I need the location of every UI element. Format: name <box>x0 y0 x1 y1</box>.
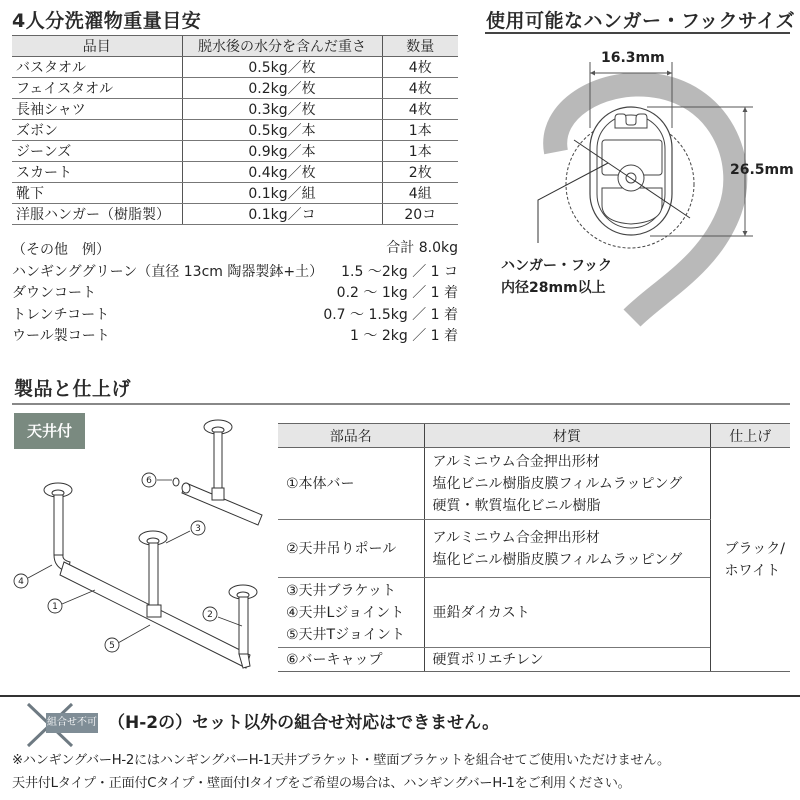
other-weight: 0.2 ～ 1kg ／ 1 着 <box>336 285 458 301</box>
material-text: アルミニウム合金押出形材 <box>432 529 600 546</box>
other-examples-heading-row <box>12 240 458 262</box>
parts-section-title: 製品と仕上げ <box>14 378 132 400</box>
item-weight: 0.4kg／枚 <box>182 162 382 183</box>
item-name: ズボン <box>12 120 182 141</box>
header-material: 材質 <box>424 424 710 448</box>
part-name-text: ④天井Lジョイント <box>286 604 405 621</box>
other-examples <box>12 240 458 348</box>
item-name: ジーンズ <box>12 141 182 162</box>
part-name <box>278 520 424 578</box>
table-row <box>12 99 458 120</box>
table-row <box>12 120 458 141</box>
parts-table <box>278 423 790 672</box>
item-qty: 4組 <box>382 183 458 204</box>
material-text: 塩化ビニル樹脂皮膜フィルムラッピング <box>432 551 683 568</box>
part-name-text: ⑥バーキャップ <box>286 651 383 668</box>
item-weight: 0.5kg／本 <box>182 120 382 141</box>
part-material <box>424 520 710 578</box>
svg-text:5: 5 <box>109 641 115 651</box>
header-weight: 脱水後の水分を含んだ重さ <box>182 36 382 57</box>
item-name: 靴下 <box>12 183 182 204</box>
part-name <box>278 578 424 648</box>
header-finish: 仕上げ <box>710 424 790 448</box>
table-row <box>12 204 458 225</box>
notice-headline: （H-2の）セット以外の組合せ対応はできません。 <box>108 713 500 733</box>
item-name: スカート <box>12 162 182 183</box>
other-item: ダウンコート <box>12 285 96 301</box>
item-weight: 0.3kg／枚 <box>182 99 382 120</box>
item-weight: 0.5kg／枚 <box>182 57 382 78</box>
item-weight: 0.1kg／組 <box>182 183 382 204</box>
other-weight: 1 ～ 2kg ／ 1 着 <box>350 328 458 344</box>
item-qty: 20コ <box>382 204 458 225</box>
height-dimension-label: 26.5mm <box>730 162 794 178</box>
item-weight: 0.2kg／枚 <box>182 78 382 99</box>
part-name-text: ②天井吊りポール <box>286 540 397 557</box>
finish-cell <box>710 448 790 672</box>
material-text: 硬質・軟質塩化ビニル樹脂 <box>432 497 601 514</box>
item-qty: 4枚 <box>382 99 458 120</box>
material-text: 塩化ビニル樹脂皮膜フィルムラッピング <box>432 475 683 492</box>
item-name: フェイスタオル <box>12 78 182 99</box>
other-item: トレンチコート <box>12 306 110 323</box>
item-weight: 0.9kg／本 <box>182 141 382 162</box>
table-row <box>278 448 790 520</box>
item-qty: 1本 <box>382 120 458 141</box>
weight-section-title: 4人分洗濯物重量目安 <box>12 10 202 32</box>
other-examples-heading: （その他 例） <box>12 242 110 258</box>
other-item: ウール製コート <box>12 328 110 344</box>
parts-table-header <box>278 424 790 448</box>
item-weight: 0.1kg／コ <box>182 204 382 225</box>
part-material <box>424 648 710 672</box>
part-material <box>424 448 710 520</box>
item-qty: 4枚 <box>382 57 458 78</box>
material-text: 硬質ポリエチレン <box>432 651 544 668</box>
incompatible-badge: 組合せ不可 <box>46 713 98 733</box>
hook-callout-line1: ハンガー・フック <box>501 258 613 274</box>
item-qty: 2枚 <box>382 162 458 183</box>
list-item <box>12 305 458 327</box>
weight-total: 合計 8.0kg <box>386 240 458 256</box>
svg-text:3: 3 <box>195 524 201 534</box>
width-dimension-label: 16.3mm <box>601 50 665 66</box>
table-row <box>12 57 458 78</box>
footer-divider <box>0 695 800 697</box>
notice-note-2: 天井付Lタイプ・正面付Cタイプ・壁面付Iタイプをご希望の場合は、ハンギングバーH-1をご利用ください。 <box>12 776 631 791</box>
item-name: 長袖シャツ <box>12 99 182 120</box>
other-weight: 1.5 ～2kg ／ 1 コ <box>341 263 458 280</box>
list-item <box>12 326 458 348</box>
hanging-bar-illustration-icon <box>0 405 280 680</box>
table-row <box>12 183 458 204</box>
part-name <box>278 448 424 520</box>
header-part-name: 部品名 <box>278 424 424 448</box>
header-item: 品目 <box>12 36 182 57</box>
material-text: 亜鉛ダイカスト <box>432 604 530 621</box>
item-qty: 1本 <box>382 141 458 162</box>
svg-text:6: 6 <box>146 476 152 486</box>
hook-title-underline <box>485 32 790 34</box>
hook-callout-line2: 内径28mm以上 <box>501 280 606 296</box>
part-name <box>278 648 424 672</box>
material-text: アルミニウム合金押出形材 <box>432 453 600 470</box>
svg-text:4: 4 <box>18 577 24 587</box>
header-qty: 数量 <box>382 36 458 57</box>
item-name: バスタオル <box>12 57 182 78</box>
finish-text: ブラック/ <box>724 540 785 557</box>
mount-type-tag: 天井付 <box>14 413 85 449</box>
table-row <box>12 78 458 99</box>
part-material <box>424 578 710 648</box>
table-row <box>12 141 458 162</box>
table-row <box>12 162 458 183</box>
part-name-text: ①本体バー <box>286 475 355 492</box>
part-name-text: ⑤天井Tジョイント <box>286 626 405 643</box>
list-item <box>12 283 458 305</box>
list-item <box>12 262 458 284</box>
weight-table-header <box>12 36 458 57</box>
item-qty: 4枚 <box>382 78 458 99</box>
other-item: ハンギンググリーン（直径 13cm 陶器製鉢+土） <box>12 263 324 280</box>
svg-text:1: 1 <box>52 602 58 612</box>
part-name-text: ③天井ブラケット <box>286 582 396 599</box>
finish-text: ホワイト <box>724 562 781 579</box>
hook-section-title: 使用可能なハンガー・フックサイズ <box>486 10 796 32</box>
svg-text:2: 2 <box>207 610 213 620</box>
weight-table <box>12 35 458 225</box>
notice-note-1: ※ハンギングバーH-2にはハンギングバーH-1天井ブラケット・壁面ブラケットを組合せてご使用いただけません。 <box>12 753 670 768</box>
other-weight: 0.7 ～ 1.5kg ／ 1 着 <box>323 306 458 323</box>
item-name: 洋服ハンガー（樹脂製） <box>12 204 182 225</box>
